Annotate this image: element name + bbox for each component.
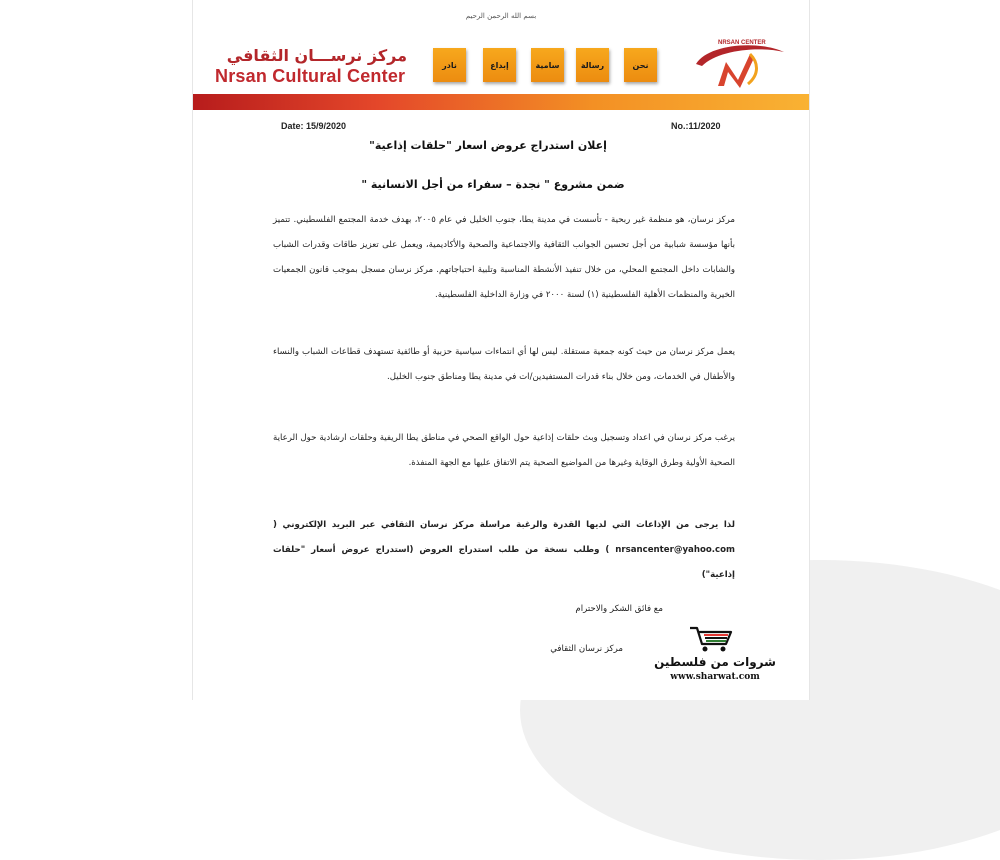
watermark-url: www.sharwat.com (670, 672, 760, 682)
paragraph-contact: لذا يرجى من الإذاعات التي لديها القدرة والرغبة مراسلة مركز نرسان الثقافي عبر البريد الإلكتروني ( nrsancenter@yahoo.com ) وطلب نسخة من طلب استدراج العروض (استدراج عروض أسعار "حلقات إذاعية") (273, 520, 735, 580)
header-color-bar (193, 94, 809, 110)
paragraph-about: مركز نرسان، هو منظمة غير ربحية - تأسست في مدينة يطا، جنوب الخليل في عام ٢٠٠٥، بهدف خدمة المجتمع الفلسطيني. تتميز بأنها مؤسسة شبابية من أجل تحسين الجوانب الثقافية والاجتماعية والصحية والأكاديمية، ويعمل على تعزيز طاقات وقدرات الشباب والشابات داخل المجتمع المحلي، من خلال تنفيذ الأنشطة المناسبة وتلبية احتياجاتهم. مركز نرسان مسجل بموجب قانون الجمعيات الخيرية والمنظمات الأهلية الفلسطينية (١) لسنة ٢٠٠٠ في وزارة الداخلية الفلسطينية. (273, 215, 735, 300)
sharwat-watermark (631, 622, 799, 686)
nav-item-nahnu: نحن (624, 48, 657, 82)
nav-item-samia: سامية (531, 48, 564, 82)
paragraph-independence: يعمل مركز نرسان من حيث كونه جمعية مستقلة. ليس لها أي انتماءات سياسية حزبية أو طائفية تستهدف قطاعات الشباب والنساء والأطفال في الخدمات، ومن خلال بناء قدرات المستفيدين/ات في مدينة يطا ومناطق جنوب الخليل. (273, 347, 735, 382)
document-number: No.:11/2020 (671, 121, 721, 131)
org-name-arabic: مركز نرســـان الثقافي (226, 46, 407, 65)
logo-text: NRSAN CENTER (718, 40, 766, 46)
closing-greeting: مع فائق الشكر والاحترام (575, 604, 663, 614)
shopping-cart-icon (688, 625, 734, 653)
signature: مركز نرسان الثقافي (550, 644, 623, 654)
document-title: إعلان استدراج عروض اسعار "حلقات إذاعية" (369, 139, 607, 152)
org-name-english: Nrsan Cultural Center (215, 66, 406, 86)
paragraph-request: يرغب مركز نرسان في اعداد وتسجيل وبث حلقات إذاعية حول الواقع الصحي في مناطق يطا الريفية وحلقات ارشادية حول الرعاية الصحية الأولية وطرق الوقاية وغيرها من المواضيع الصحية يتم الاتفاق عليها مع الجهة المنفذة. (273, 433, 735, 468)
letter-page (192, 0, 810, 700)
nav-item-ibdaa: إبداع (483, 48, 516, 82)
nav-item-risala: رسالة (576, 48, 609, 82)
nav-item-nader: نادر (433, 48, 466, 82)
document-date: Date: 15/9/2020 (281, 121, 347, 131)
document-subtitle: ضمن مشروع " نجدة – سفراء من أجل الانسانية " (361, 178, 625, 191)
watermark-name: شروات من فلسطين (654, 655, 776, 669)
basmala: بسم الله الرحمن الرحيم (465, 12, 537, 20)
